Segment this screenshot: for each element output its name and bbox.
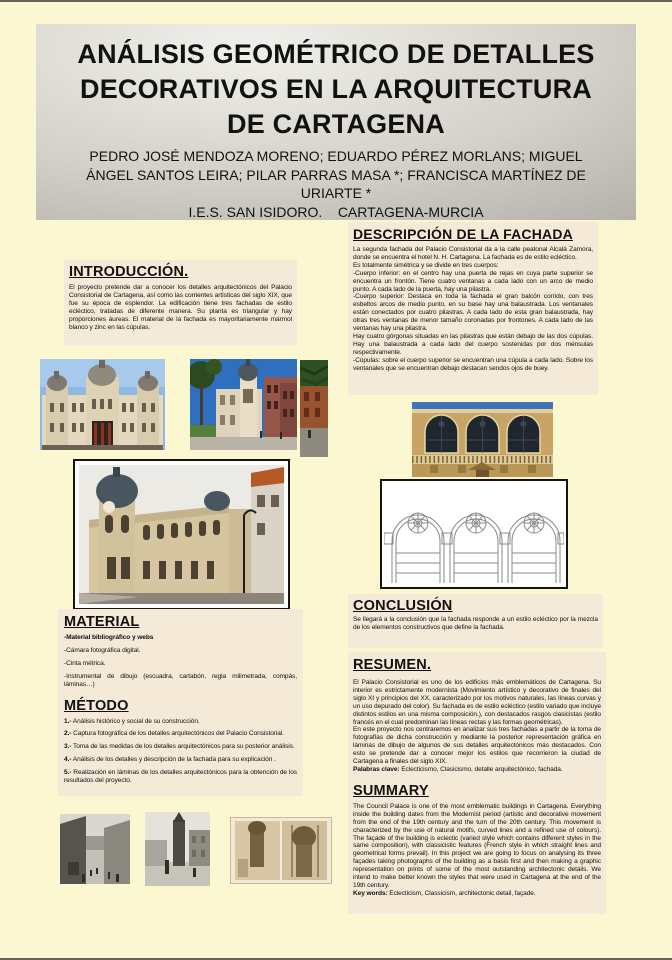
metodo-step: [64, 769, 297, 785]
photo-street-strip: [300, 360, 328, 457]
section-conclusion: [348, 594, 603, 648]
material-item: -Cámara fotográfica digital.: [64, 646, 141, 654]
resumen-body: [353, 679, 601, 774]
section-material-metodo: [58, 609, 303, 796]
introduccion-heading: INTRODUCCIÓN.: [69, 264, 189, 280]
historic-plaza-illustration: [145, 812, 210, 886]
material-item: -Instrumental de dibujo (escuadra, cartabón, regla milimetrada, compás, láminas…): [64, 672, 297, 688]
summary-heading: SUMMARY: [353, 782, 429, 799]
title-block: [36, 24, 636, 220]
arches-line-drawing: [384, 483, 564, 585]
metodo-step: [64, 718, 297, 726]
metodo-step-text: Toma de las medidas de los detalles arquitectónicos para su posterior análisis.: [71, 743, 295, 751]
metodo-step-number: 4.-: [64, 756, 72, 764]
resumen-paragraph: El Palacio Consistorial es uno de los edificios más emblemáticos de Cartagena. Su interior es estrictamente modernista (Movimiento artístico y decorativo de finales del siglo XI y principios del XX, caracterizado por los motivos naturales, las líneas curvas y un uso depurado del color). Su fachada es de estilo ecléctico (estilo variado que incluye distintos estilos en una misma composición.), con destacados rasgos clasicistas (estilo francés en el cual predominan las líneas rectas y las formas geométricas).: [353, 679, 601, 726]
photo-town-hall-front: [40, 359, 165, 450]
photo-historic-plaza: [145, 812, 210, 886]
conclusion-body: Se llegará a la conclusión que la fachada responde a un estilo ecléctico por la mezcla de los elementos constructivos que define la fachada.: [353, 616, 598, 631]
introduccion-body: El proyecto pretende dar a conocer los detalles arquitectónicos del Palacio Consistorial de Cartagena, así como las corrientes artísticas del siglo XIX, que fue su época de esplendor. La edificación tiene tres fachadas de estilo ecléctico, tratadas de diferente manera. Su planta es triangular y hay proporciones áureas. El material de la fachada es mayoritariamente mármol blanco y zinc en las cúpulas.: [69, 284, 292, 331]
descripcion-paragraph: -Cuerpo superior: Destaca en toda la fachada el gran balcón corrido, con tres esbeltos arcos de medio punto, en su base hay una balaustrada. Los ventanales están conectados por cuatro pilastras. A cada lado de esta gran balaustrada, hay otras tres ventanas de menor tamaño coronadas por frontones. A cada lado de las ventanas hay una pilastra.: [353, 293, 593, 333]
palace-side-view-illustration: [79, 465, 284, 604]
descripcion-paragraph: -Cúpulas: sobre el cuerpo superior se encuentran una cúpula a cada lado. Sobre los ventanales que se encuentran debajo destacan sendos ojos de buey.: [353, 356, 593, 372]
metodo-heading: MÉTODO: [64, 697, 129, 714]
resumen-keywords-text: Eclecticismo, Clasicismo, detalle arquitectónico, fachada.: [399, 765, 563, 773]
poster-institution: I.E.S. SAN ISIDORO. CARTAGENA-MURCIA: [188, 203, 484, 220]
summary-body-wrap: [353, 803, 601, 898]
metodo-step-number: 2.-: [64, 730, 72, 738]
poster-authors: PEDRO JOSÉ MENDOZA MORENO; EDUARDO PÉREZ MORLANS; MIGUEL ÁNGEL SANTOS LEIRA; PILAR PARRAS MASA *; FRANCISCA MARTÍNEZ DE URIARTE *: [86, 148, 586, 202]
resumen-heading: RESUMEN.: [353, 657, 432, 673]
facade-windows-illustration: [412, 402, 553, 477]
historic-street-illustration: [60, 814, 130, 884]
metodo-step: [64, 730, 297, 738]
town-hall-corner-illustration: [190, 359, 297, 450]
descripcion-paragraph: -Cuerpo inferior: en el centro hay una puerta de rejas en cuya parte superior se encuentra un frontón. Tiene cuatro ventanas a cada lado con un arco de medio punto. A cada lado de la puerta, hay una pilastra.: [353, 269, 593, 293]
photo-historic-street: [60, 814, 130, 884]
section-introduccion: [64, 260, 297, 346]
metodo-step-text: Análisis de los detalles y descripción de la fachada para su explicación .: [71, 756, 276, 764]
summary-keywords: [353, 890, 601, 898]
descripcion-paragraph: La segunda fachada del Palacio Consistorial da a la calle peatonal Alcalá Zamora, donde se encuentra el hotel N. H. Cartagena. La fachada es de estilo ecléctico.: [353, 246, 593, 261]
material-item: -Material bibliográfico y webs: [64, 634, 154, 641]
descripcion-paragraph: Hay cuatro górgonas situadas en las pilastras que están debajo de las dos cúpulas. Hay una balaustrada a cada lado del cuerpo sostenidas por dos ménsulas respectivamente.: [353, 332, 593, 356]
metodo-step: [64, 756, 297, 764]
photo-historic-construction-pair: [230, 817, 332, 884]
descripcion-heading: DESCRIPCIÓN DE LA FACHADA: [353, 226, 573, 242]
photo-town-hall-corner: [190, 359, 297, 450]
metodo-step-number: 5.-: [64, 769, 72, 777]
metodo-step-number: 1.-: [64, 717, 72, 725]
drawing-arches-plate: [380, 479, 568, 589]
material-heading: MATERIAL: [64, 614, 140, 630]
material-item: -Cinta métrica.: [64, 659, 106, 667]
poster-title: ANÁLISIS GEOMÉTRICO DE DETALLES DECORATIVOS EN LA ARQUITECTURA DE CARTAGENA: [77, 39, 595, 140]
metodo-step-text: Captura fotográfica de los detalles arquitectónicos del Palacio Consistorial.: [71, 730, 284, 738]
summary-keywords-text: Eclecticism, Classicism, architectonic detail, façade.: [387, 889, 536, 897]
resumen-keywords: [353, 766, 601, 774]
metodo-step-text: Realización en láminas de los detalles arquitectónicos para la obtención de los resultados del proyecto.: [64, 769, 297, 785]
historic-construction-illustration: [230, 817, 332, 884]
section-resumen-summary: [348, 652, 606, 914]
descripcion-paragraph: Es totalmente simétrica y se divide en tres cuerpos:: [353, 261, 499, 269]
section-descripcion: [348, 222, 598, 395]
town-hall-front-illustration: [40, 359, 165, 450]
conclusion-heading: CONCLUSIÓN: [353, 598, 453, 614]
descripcion-body: [353, 246, 593, 373]
photo-palace-side-view: [73, 459, 290, 610]
metodo-step-text: Análisis histórico y social de su construcción.: [71, 717, 200, 725]
metodo-step: [64, 743, 297, 751]
metodo-step-number: 3.-: [64, 743, 72, 751]
street-strip-illustration: [300, 360, 328, 457]
summary-keywords-label: Key words:: [353, 889, 388, 897]
summary-paragraph: The Council Palace is one of the most emblematic buildings in Cartagena. Everything inside the building dates from the Modernist period (artistic and decorative movement from the end of the 19th century and the turn of the 20th century. This movement is characterized by the use of natural motifs, curved lines and a refined use of colours). The façade of the building is eclectic (varied style which contains different styles in the same composition), with classicistic features (French style in which straight lines and geometrical forms prevail). In this project we are going to focus on analysing its three façades taking photographs of the building as a basis first and then making a graphic representation on prints of some of the most outstanding architectonic details. We intend to make better known the styles that were used in Cartagena at the end of the 19th century.: [353, 802, 601, 889]
resumen-paragraph: En este proyecto nos centraremos en analizar sus tres fachadas a partir de la toma de fotografías de dicha construcción y mediante la posterior representación gráfica en láminas de dibujo de algunos de sus detalles arquitectónicos más destacados. Con esto se pretende dar a conocer mejor los estilos que recorrieron la ciudad de Cartagena a finales del siglo XIX.: [353, 726, 601, 766]
resumen-keywords-label: Palabras clave:: [353, 765, 400, 773]
photo-facade-windows: [412, 402, 553, 477]
